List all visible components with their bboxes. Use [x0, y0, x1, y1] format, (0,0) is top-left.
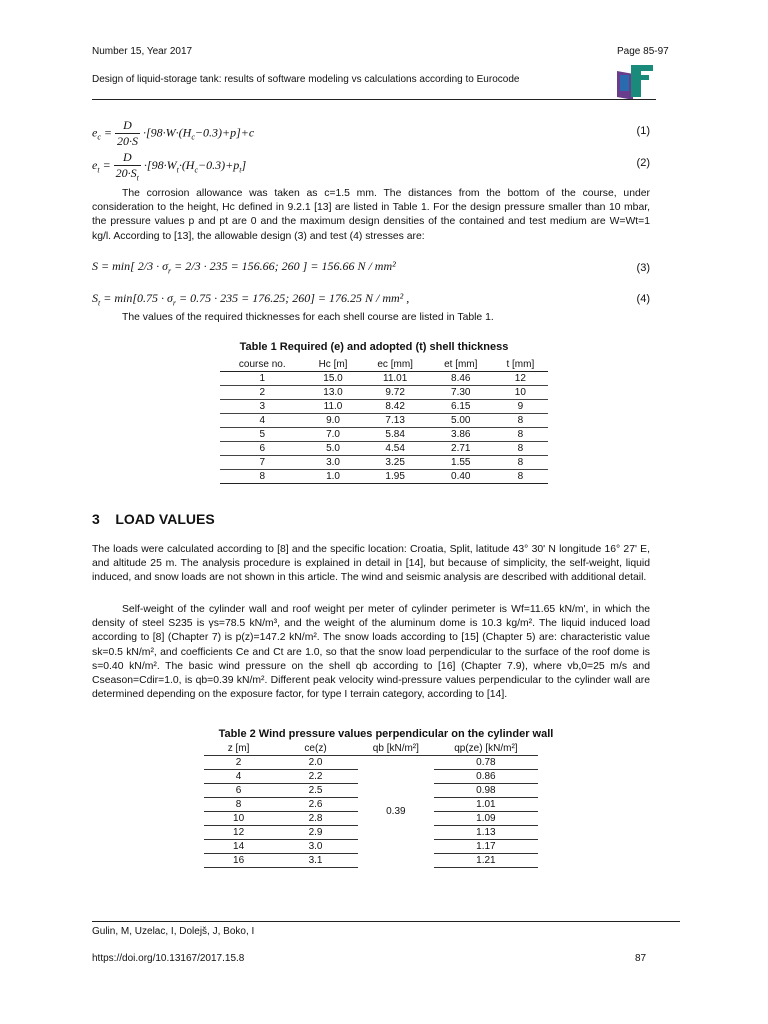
- table-cell: 6.15: [429, 400, 493, 414]
- table-cell: 15.0: [305, 372, 362, 386]
- table-cell: 5: [220, 428, 305, 442]
- table-1-header-cell: t [mm]: [493, 358, 548, 372]
- table-row: [220, 386, 548, 400]
- table-cell: 1.13: [434, 826, 538, 840]
- table-2-header-cell: ce(z): [273, 742, 358, 756]
- equation-3: S = min[ $2/3 \cdot \sigma_r = 2/3 \cdot 235 = 156.66$; 260 ] = 156.66 N / mm²: [92, 259, 396, 276]
- table-cell: 1.21: [434, 854, 538, 868]
- table-2-caption: Table 2 Wind pressure values perpendicular on the cylinder wall: [218, 728, 554, 740]
- table-1-header-row: [220, 358, 548, 372]
- table-row: [220, 470, 548, 484]
- table-cell: 1.55: [429, 456, 493, 470]
- table-cell: 8.46: [429, 372, 493, 386]
- header-rule: [92, 99, 656, 100]
- table-1: [220, 358, 548, 484]
- table-row: [220, 372, 548, 386]
- table-2: [204, 742, 538, 868]
- table-cell: 8: [220, 470, 305, 484]
- table-cell: 2.9: [273, 826, 358, 840]
- table-cell: 4: [220, 414, 305, 428]
- section-heading: [92, 511, 215, 527]
- table-cell: 8.42: [362, 400, 429, 414]
- table-cell: 2.6: [273, 798, 358, 812]
- table-cell: 4.54: [362, 442, 429, 456]
- paragraph-corrosion: The corrosion allowance was taken as c=1.5 mm. The distances from the bottom of the course, under consideration to the height, Hc defined in 9.2.1 [13] are listed in Table 1. For the design pressure smaller than 10 mbar, the pressure values p and pt are 0 and the maximum design densities of the contained and test medium are W=Wt=1 kg/l. According to [13], the allowable design (3) and test (4) stresses are:: [92, 188, 650, 242]
- table-cell: 14: [204, 840, 273, 854]
- table-row: [220, 442, 548, 456]
- table-cell: 2.2: [273, 770, 358, 784]
- equation-1: $e_c$ = $\frac{D}{20\cdot S}$ $\cdot[98\cdot W\cdot(H_c-0.3)+p]+c$: [92, 118, 255, 148]
- equation-3-number: (3): [636, 262, 650, 274]
- equation-2-number: (2): [636, 157, 650, 169]
- equation-1-number: (1): [636, 125, 650, 137]
- equation-4-number: (4): [636, 293, 650, 305]
- table-row: [220, 456, 548, 470]
- table-cell: 1.17: [434, 840, 538, 854]
- table-cell: 3.86: [429, 428, 493, 442]
- table-cell: 3.1: [273, 854, 358, 868]
- table-cell: 9: [493, 400, 548, 414]
- table-cell: 8: [493, 456, 548, 470]
- table-cell: 0.98: [434, 784, 538, 798]
- running-title: Design of liquid-storage tank: results of software modeling vs calculations according to Eurocode: [92, 74, 520, 85]
- table-1-header-cell: Hc [m]: [305, 358, 362, 372]
- table-cell: 7.0: [305, 428, 362, 442]
- footer-authors: Gulin, M, Uzelac, I, Dolejš, J, Boko, I: [92, 926, 255, 937]
- page-range: Page 85-97: [617, 46, 669, 57]
- table-cell: 11.0: [305, 400, 362, 414]
- table-2-header-cell: qb [kN/m²]: [358, 742, 434, 756]
- table-cell: 0.86: [434, 770, 538, 784]
- table-cell: 1.0: [305, 470, 362, 484]
- page-number: 87: [635, 953, 647, 964]
- table-row: [220, 414, 548, 428]
- table-1-header-cell: course no.: [220, 358, 305, 372]
- table-cell: 3.0: [273, 840, 358, 854]
- table-2-header-cell: qp(ze) [kN/m²]: [434, 742, 538, 756]
- table-cell: 12: [493, 372, 548, 386]
- table-cell: 2: [204, 756, 273, 770]
- table-cell: 6: [204, 784, 273, 798]
- section-number: 3: [92, 511, 100, 527]
- table-cell: 2.5: [273, 784, 358, 798]
- table-cell: 2.0: [273, 756, 358, 770]
- table-2-header-row: [204, 742, 538, 756]
- table-cell: 6: [220, 442, 305, 456]
- section-title: LOAD VALUES: [115, 511, 215, 527]
- equation-4: $S_t = \min[0.75 \cdot \sigma_r = 0.75 \cdot 235 = 176.25$; 260] = 176.25 N / mm² ,: [92, 291, 410, 308]
- doi-link[interactable]: https://doi.org/10.13167/2017.15.8: [92, 953, 245, 964]
- table-cell: 9.0: [305, 414, 362, 428]
- table-cell: 2.8: [273, 812, 358, 826]
- table-cell: 11.01: [362, 372, 429, 386]
- table-cell: 12: [204, 826, 273, 840]
- equation-2: $e_t$ = $\frac{D}{20\cdot S_t}$ $\cdot[98\cdot W_t\cdot(H_c-0.3)+p_t]$: [92, 150, 247, 183]
- table-cell: 13.0: [305, 386, 362, 400]
- table-cell: 5.0: [305, 442, 362, 456]
- table-row: [220, 400, 548, 414]
- table-row: [204, 756, 538, 770]
- table-cell: 7: [220, 456, 305, 470]
- table-cell: 8: [493, 414, 548, 428]
- table-row: [220, 428, 548, 442]
- table-cell: 2: [220, 386, 305, 400]
- footer-rule: [92, 921, 680, 922]
- table-cell: 1: [220, 372, 305, 386]
- table-cell: 0.78: [434, 756, 538, 770]
- table-cell: 8: [493, 442, 548, 456]
- table-cell: 3.25: [362, 456, 429, 470]
- table-1-header-cell: ec [mm]: [362, 358, 429, 372]
- journal-issue: Number 15, Year 2017: [92, 46, 193, 57]
- table-1-header-cell: et [mm]: [429, 358, 493, 372]
- table-cell: 2.71: [429, 442, 493, 456]
- table-cell: 7.13: [362, 414, 429, 428]
- table-cell: 10: [204, 812, 273, 826]
- table-cell: 8: [493, 428, 548, 442]
- table-cell: 5.00: [429, 414, 493, 428]
- table-cell: 3: [220, 400, 305, 414]
- table-cell: 8: [204, 798, 273, 812]
- table-cell: 1.95: [362, 470, 429, 484]
- paragraph-thickness-values: The values of the required thicknesses for each shell course are listed in Table 1.: [122, 312, 494, 323]
- journal-logo-icon: [617, 59, 655, 99]
- qb-value-cell: 0.39: [386, 806, 406, 818]
- paragraph-self-weight: Self-weight of the cylinder wall and roof weight per meter of cylinder perimeter is Wf=11.65 kN/m', in which the density of steel S235 is γs=78.5 kN/m³, and the weight of the aluminum dome is 10.3 kg/m². The liquid induced load according to [8] (Chapter 7) is p(z)=147.2 kN/m². The snow loads according to [15] (Chapter 5) are: characteristic value sk=0.5 kN/m², and coefficients Ce and Ct are 1.0, so that the snow load perpendicular to the surface of the roof dome is s=0.40 kN/m². The basic wind pressure on the shell qb according to [16] (Chapter 7.9), where vb,0=25 m/s and Cseason=Cdir=1.0, is qb=0.39 kN/m². Different peak velocity wind-pressure values perpendicular to the cylinder wall are determined depending on the exposure factor, for type I terrain category, according to [14].: [92, 604, 650, 701]
- table-cell: 9.72: [362, 386, 429, 400]
- table-2-header-cell: z [m]: [204, 742, 273, 756]
- paragraph-loads: The loads were calculated according to [8] and the specific location: Croatia, Split, latitude 43° 30' N longitude 16° 27' E, and altitude 25 m. The analysis procedure is explained in detail in [14], but because of simplicity, the self-weight, liquid induced, and snow loads are not shown in this article. The wind and seismic analysis are described with additional detail.: [92, 544, 650, 584]
- table-cell: 0.40: [429, 470, 493, 484]
- table-cell: 1.01: [434, 798, 538, 812]
- table-cell: 4: [204, 770, 273, 784]
- table-1-caption: Table 1 Required (e) and adopted (t) shell thickness: [239, 341, 509, 353]
- table-cell: 16: [204, 854, 273, 868]
- table-cell: 3.0: [305, 456, 362, 470]
- table-cell: 5.84: [362, 428, 429, 442]
- table-cell: 7.30: [429, 386, 493, 400]
- table-cell: 10: [493, 386, 548, 400]
- table-cell: 1.09: [434, 812, 538, 826]
- table-cell: 8: [493, 470, 548, 484]
